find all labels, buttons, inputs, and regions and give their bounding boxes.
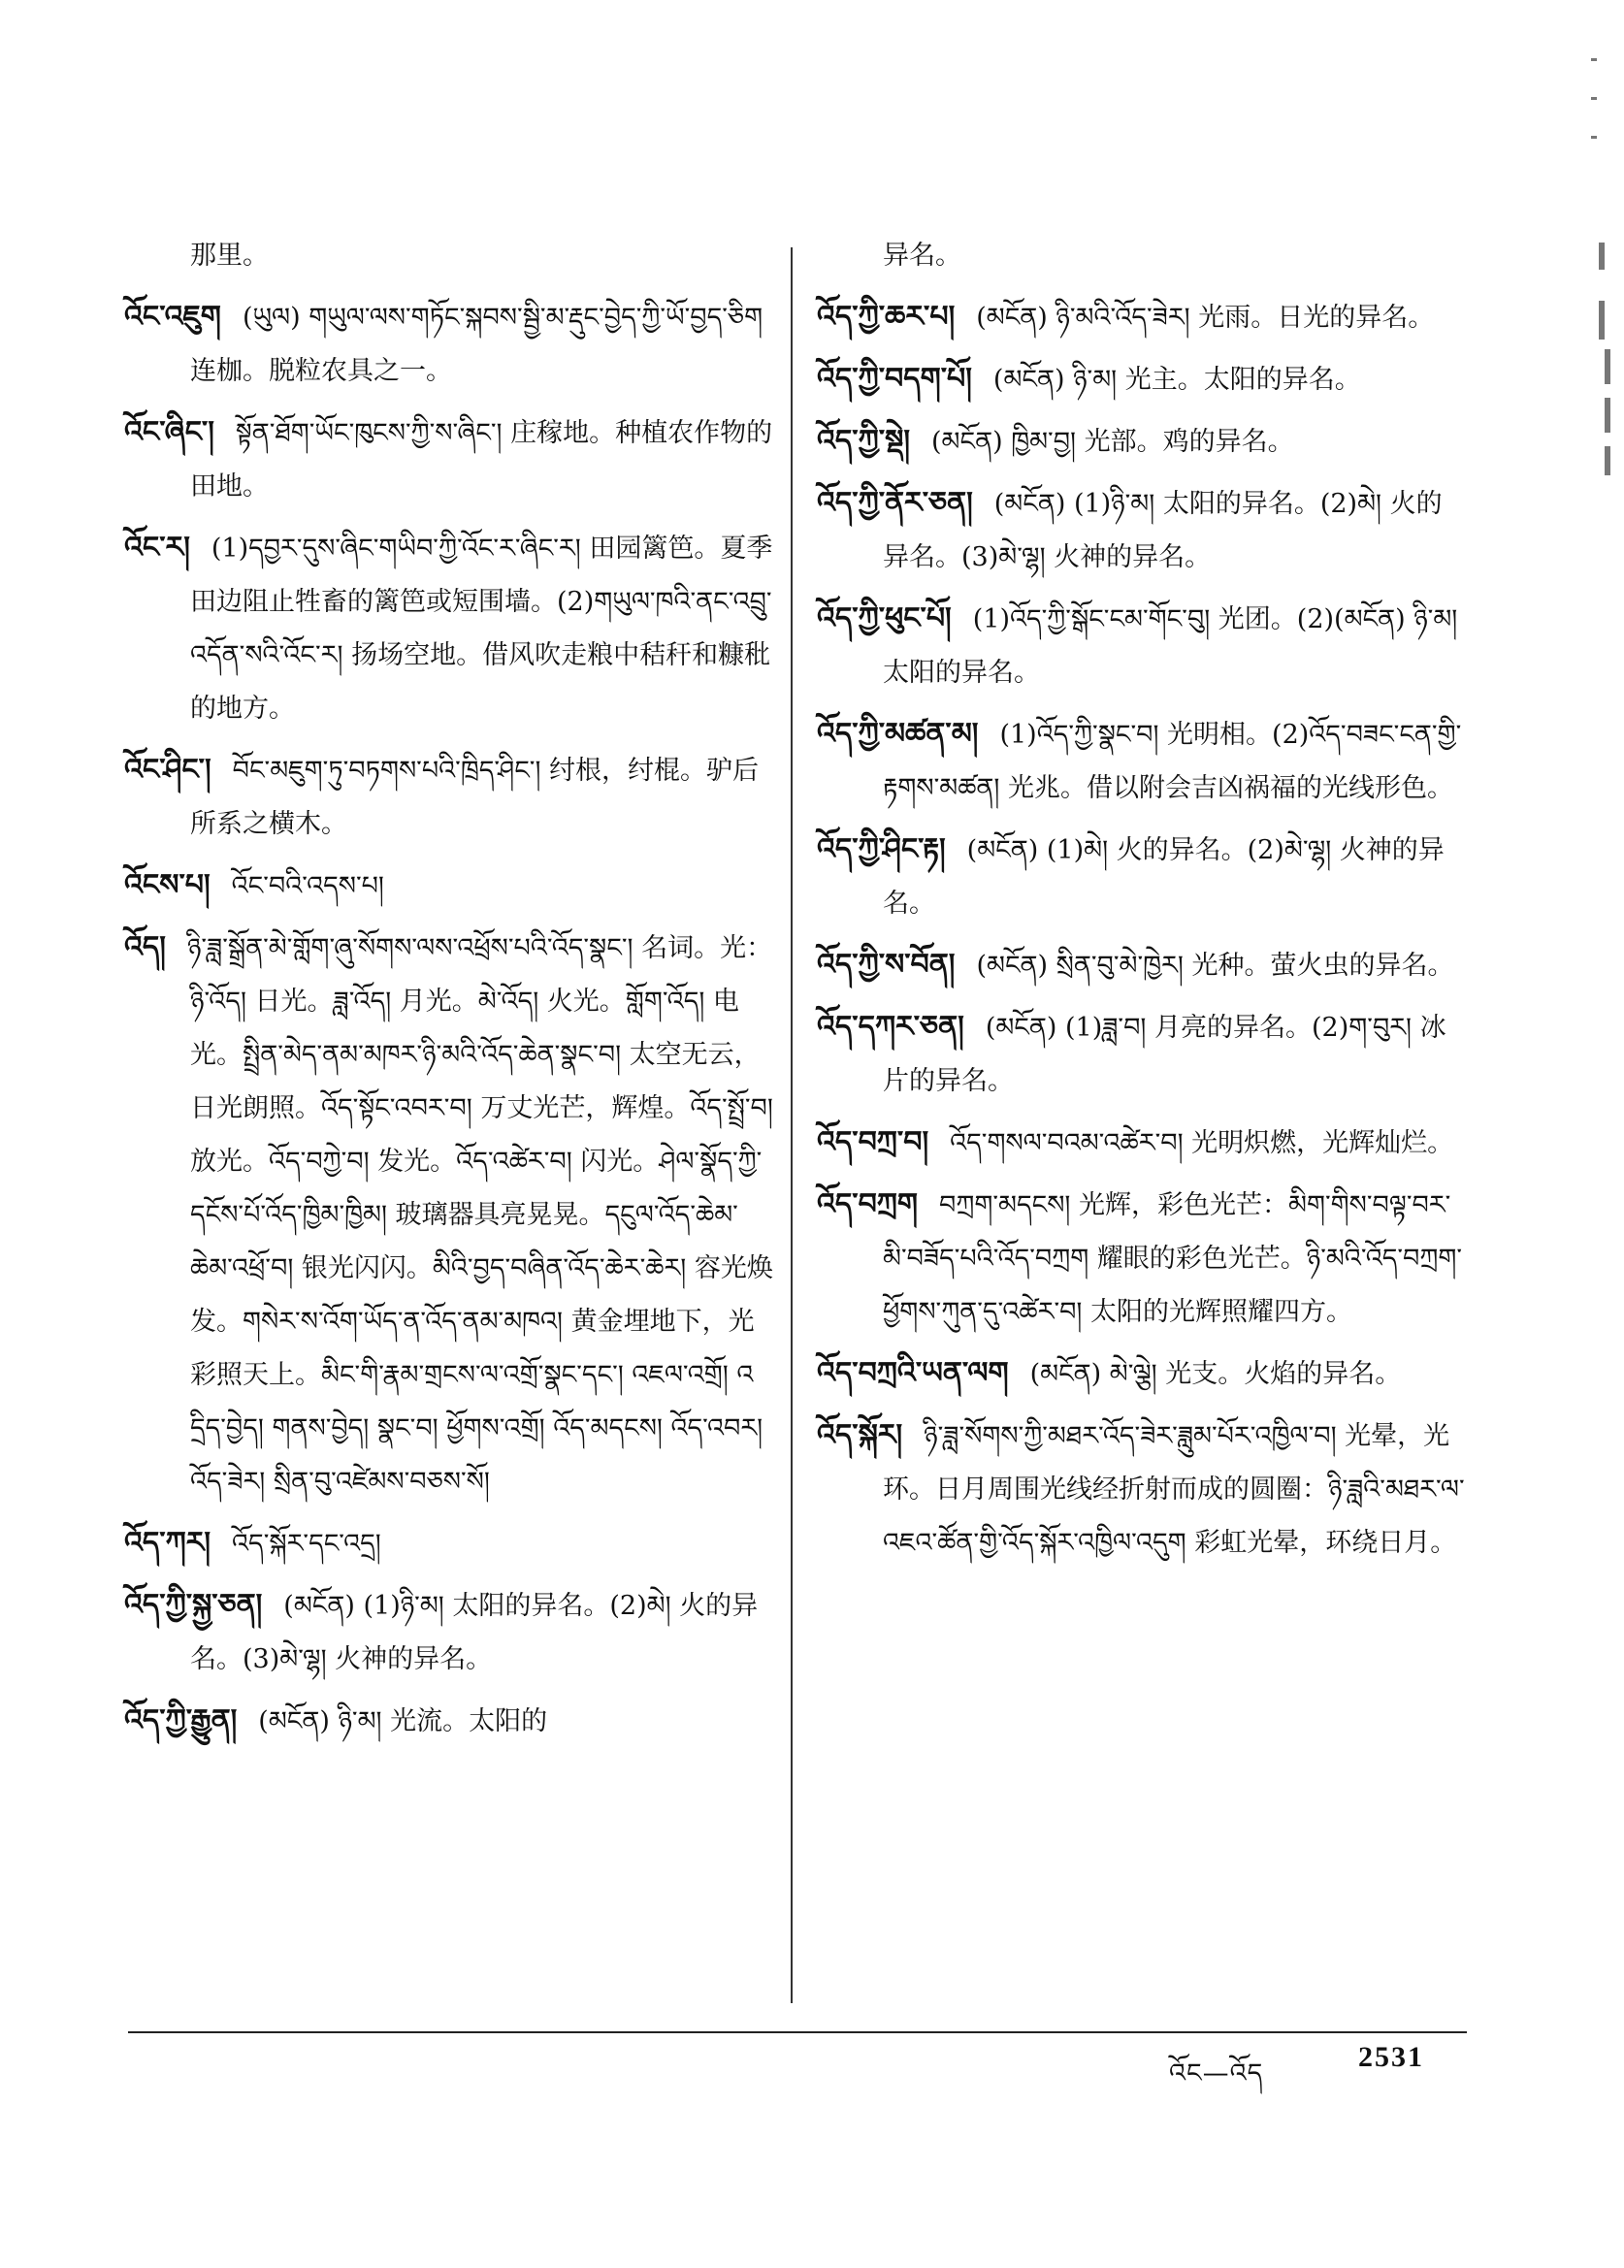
dictionary-entry [817, 290, 1467, 344]
entry-headword: འོད་ཀར། [124, 1526, 211, 1560]
entry-definition: (1)དབྱར་དུས་ཞིང་གཡིབ་ཀྱི་འོང་ར་ཞིང་ར། 田园篱笆。夏季田边阻止牲畜的篱笆或短围墙。(2)གཡུལ་ཁའི་ནང་འབྲུ་འདོན་སའི་འོང་ར། 扬场空地。借风吹走粮中秸秆和糠秕的地方。 [190, 534, 773, 724]
entry-headword: འོད་བཀྲག [817, 1187, 919, 1221]
dictionary-entry [817, 823, 1467, 930]
entry-definition: བཀྲག་མདངས། 光辉，彩色光芒：མིག་གིས་བལྟ་བར་མི་བཟོད་པའི་འོད་བཀྲག 耀眼的彩色光芒。ཉི་མའི་འོད་བཀྲག་ཕྱོགས་ཀུན་དུ་འཚེར་བ། 太阳的光辉照耀四方。 [883, 1190, 1463, 1327]
entry-headword: འོད་ཀྱི་མཚན་མ། [817, 717, 979, 751]
dictionary-entry [124, 921, 774, 1508]
page-number: 2531 [1358, 2041, 1424, 2073]
entry-headword: འོད་ཀྱི་ཤིང་རྟ། [817, 832, 946, 866]
entry-headword: འོད་ཀྱི་ས་བོན། [817, 948, 956, 982]
dictionary-entry [817, 352, 1467, 406]
entry-definition: 那里。 [190, 241, 269, 271]
dictionary-entry [817, 1346, 1467, 1401]
dictionary-entry [817, 1178, 1467, 1339]
dictionary-entry [817, 707, 1467, 815]
dictionary-entry [124, 521, 774, 735]
entry-definition: (མངོན) མེ་ལྕེ། 光支。火焰的异名。 [1029, 1359, 1402, 1389]
entry-definition: (ཡུལ) གཡུལ་ལས་གཏོང་སྐབས་སྦྱི་མ་རྡུང་བྱེད་ཀྱི་ཡོ་བྱད་ཅིག 连枷。脱粒农具之一。 [190, 303, 763, 386]
entry-headword: འོད་ཀྱི་ནོར་ཅན། [817, 486, 973, 520]
entry-definition: (1)འོད་ཀྱི་སྒོང་ངམ་གོང་བུ། 光团。(2)(མངོན) ཉི་མ། 太阳的异名。 [883, 604, 1458, 688]
dictionary-entry [817, 476, 1467, 584]
entry-definition: (མངོན) ཉི་མ། 光流。太阳的 [258, 1706, 548, 1736]
entry-definition: (མངོན) སྲིན་བུ་མེ་ཁྱེར། 光种。萤火虫的异名。 [976, 951, 1454, 981]
entry-definition: (མངོན) (1)མེ། 火的异名。(2)མེ་ལྷ། 火神的异名。 [883, 835, 1445, 919]
dictionary-entry [817, 229, 1467, 282]
entry-headword: འོད་དཀར་ཅན། [817, 1010, 964, 1044]
right-column [817, 229, 1467, 1577]
entry-headword: འོད་ཀྱི་བདག་པོ། [817, 362, 972, 396]
dictionary-entry [124, 743, 774, 851]
entry-headword: འོང་འཇུག [124, 300, 221, 334]
entry-headword: འོད་བཀྲ་བ། [817, 1125, 929, 1159]
entry-definition: (1)འོད་ཀྱི་སྣང་བ། 光明相。(2)འོད་བཟང་ངན་གྱི་རྟགས་མཚན། 光兆。借以附会吉凶祸福的光线形色。 [883, 720, 1462, 803]
entry-definition: སྟོན་ཐོག་ཡོང་ཁུངས་ཀྱི་ས་ཞིང་། 庄稼地。种植农作物的田地。 [190, 418, 773, 502]
footer-page-range: འོང—འོད [1169, 2058, 1264, 2089]
column-divider [791, 247, 793, 2003]
dictionary-entry [124, 859, 774, 913]
left-column [124, 229, 774, 1756]
scan-margin-marks [1591, 58, 1610, 504]
entry-definition: (མངོན) ཉི་མའི་འོད་ཟེར། 光雨。日光的异名。 [976, 303, 1435, 333]
entry-definition: འོད་སྐོར་དང་འདྲ། [232, 1529, 381, 1559]
entry-definition: 异名。 [883, 241, 961, 271]
dictionary-entry [124, 405, 774, 513]
dictionary-entry [124, 1694, 774, 1748]
dictionary-entry [124, 1516, 774, 1571]
dictionary-entry [124, 1578, 774, 1686]
entry-headword: འོངས་པ། [124, 868, 211, 902]
entry-definition: (མངོན) (1)ཉི་མ། 太阳的异名。(2)མེ། 火的异名。(3)མེ་ལྷ། 火神的异名。 [883, 489, 1443, 572]
entry-headword: འོང་ར། [124, 531, 190, 565]
entry-headword: འོང་ཞིང་། [124, 415, 214, 449]
entry-headword: འོད་བཀྲའི་ཡན་ལག [817, 1356, 1009, 1390]
dictionary-entry [124, 229, 774, 282]
entry-definition: ཉི་ཟླ་སྒྲོན་མེ་གློག་ཞུ་སོགས་ལས་འཕྲོས་པའི་འོད་སྣང་། 名词。光：ཉི་འོད། 日光。ཟླ་འོད། 月光。མེ་འོད། 火光。གློག་འོད། 电光。སྤྲིན་མེད་ནམ་མཁར་ཉི་མའི་འོད་ཆེན་སྣང་བ། 太空无云，日光朗照。འོད་སྟོང་འབར་བ། 万丈光芒，辉煌。འོད་སྤྲོ་བ། 放光。འོད་བཀྱེ་བ། 发光。འོད་འཚེར་བ། 闪光。ཤེལ་སྣོད་ཀྱི་དངོས་པོ་འོད་ཁྱིམ་ཁྱིམ། 玻璃器具亮晃晃。དངུལ་འོད་ཆེམ་ཆེམ་འཕྲོ་བ། 银光闪闪。མིའི་བྱད་བཞིན་འོད་ཆེར་ཆེར། 容光焕发。གསེར་ས་འོག་ཡོད་ན་འོད་ནམ་མཁའ། 黄金埋地下，光彩照天上。མིང་གི་རྣམ་གྲངས་ལ་འགྲོ་སྣང་དང་། འཇལ་འགྲོ། འདྲིད་བྱེད། གནས་བྱེད། སྣང་བ། ཕྱོགས་འགྲོ། འོད་མདངས། འོད་འབར། འོད་ཟེར། སྲིན་བུ་འཛེམས་བཅས་སོ། [186, 933, 773, 1497]
entry-headword: འོད་ཀྱི་སྡེ། [817, 424, 910, 458]
dictionary-entry [817, 1409, 1467, 1570]
entry-definition: (མངོན) ཉི་མ། 光主。太阳的异名。 [992, 365, 1361, 395]
entry-definition: (མངོན) (1)ཟླ་བ། 月亮的异名。(2)ག་བུར། 冰片的异名。 [883, 1013, 1446, 1096]
entry-definition: བོང་མཇུག་ཏུ་བཏགས་པའི་ཁྲིད་ཤིང་། 纣根，纣棍。驴后所系之横木。 [190, 756, 760, 839]
entry-headword: འོད་ཀྱི་སྐྱ་ཅན། [124, 1588, 263, 1622]
entry-headword: འོད། [124, 930, 166, 964]
dictionary-entry [817, 1000, 1467, 1108]
entry-definition: འོང་བའི་འདས་པ། [231, 871, 384, 901]
entry-headword: འོད་ཀྱི་ཕུང་པོ། [817, 601, 952, 635]
dictionary-entry [124, 290, 774, 398]
entry-definition: འོད་གསལ་བའམ་འཚེར་བ། 光明炽燃，光辉灿烂。 [950, 1128, 1454, 1158]
entry-headword: འོད་ཀྱི་ཆར་པ། [817, 300, 956, 334]
footer-rule [128, 2031, 1467, 2033]
entry-headword: འོད་ཀྱི་རྒྱུན། [124, 1703, 238, 1737]
dictionary-entry [817, 938, 1467, 992]
entry-definition: (མངོན) (1)ཉི་མ། 太阳的异名。(2)མེ། 火的异名。(3)མེ་ལྷ། 火神的异名。 [190, 1591, 759, 1674]
entry-headword: འོད་སྐོར། [817, 1418, 903, 1452]
entry-definition: ཉི་ཟླ་སོགས་ཀྱི་མཐར་འོད་ཟེར་ཟླུམ་པོར་འཁྱིལ་བ། 光晕，光环。日月周围光线经折射而成的圆圈：ཉི་ཟླའི་མཐར་ལ་འཇའ་ཚོན་གྱི་འོད་སྐོར་འཁྱིལ་འདུག 彩虹光晕，环绕日月。 [883, 1421, 1465, 1558]
dictionary-entry [817, 592, 1467, 699]
entry-definition: (མངོན) ཁྱིམ་བྱ། 光部。鸡的异名。 [931, 427, 1294, 457]
entry-headword: འོང་ཤིང་། [124, 753, 211, 787]
dictionary-entry [817, 1116, 1467, 1170]
dictionary-entry [817, 414, 1467, 469]
